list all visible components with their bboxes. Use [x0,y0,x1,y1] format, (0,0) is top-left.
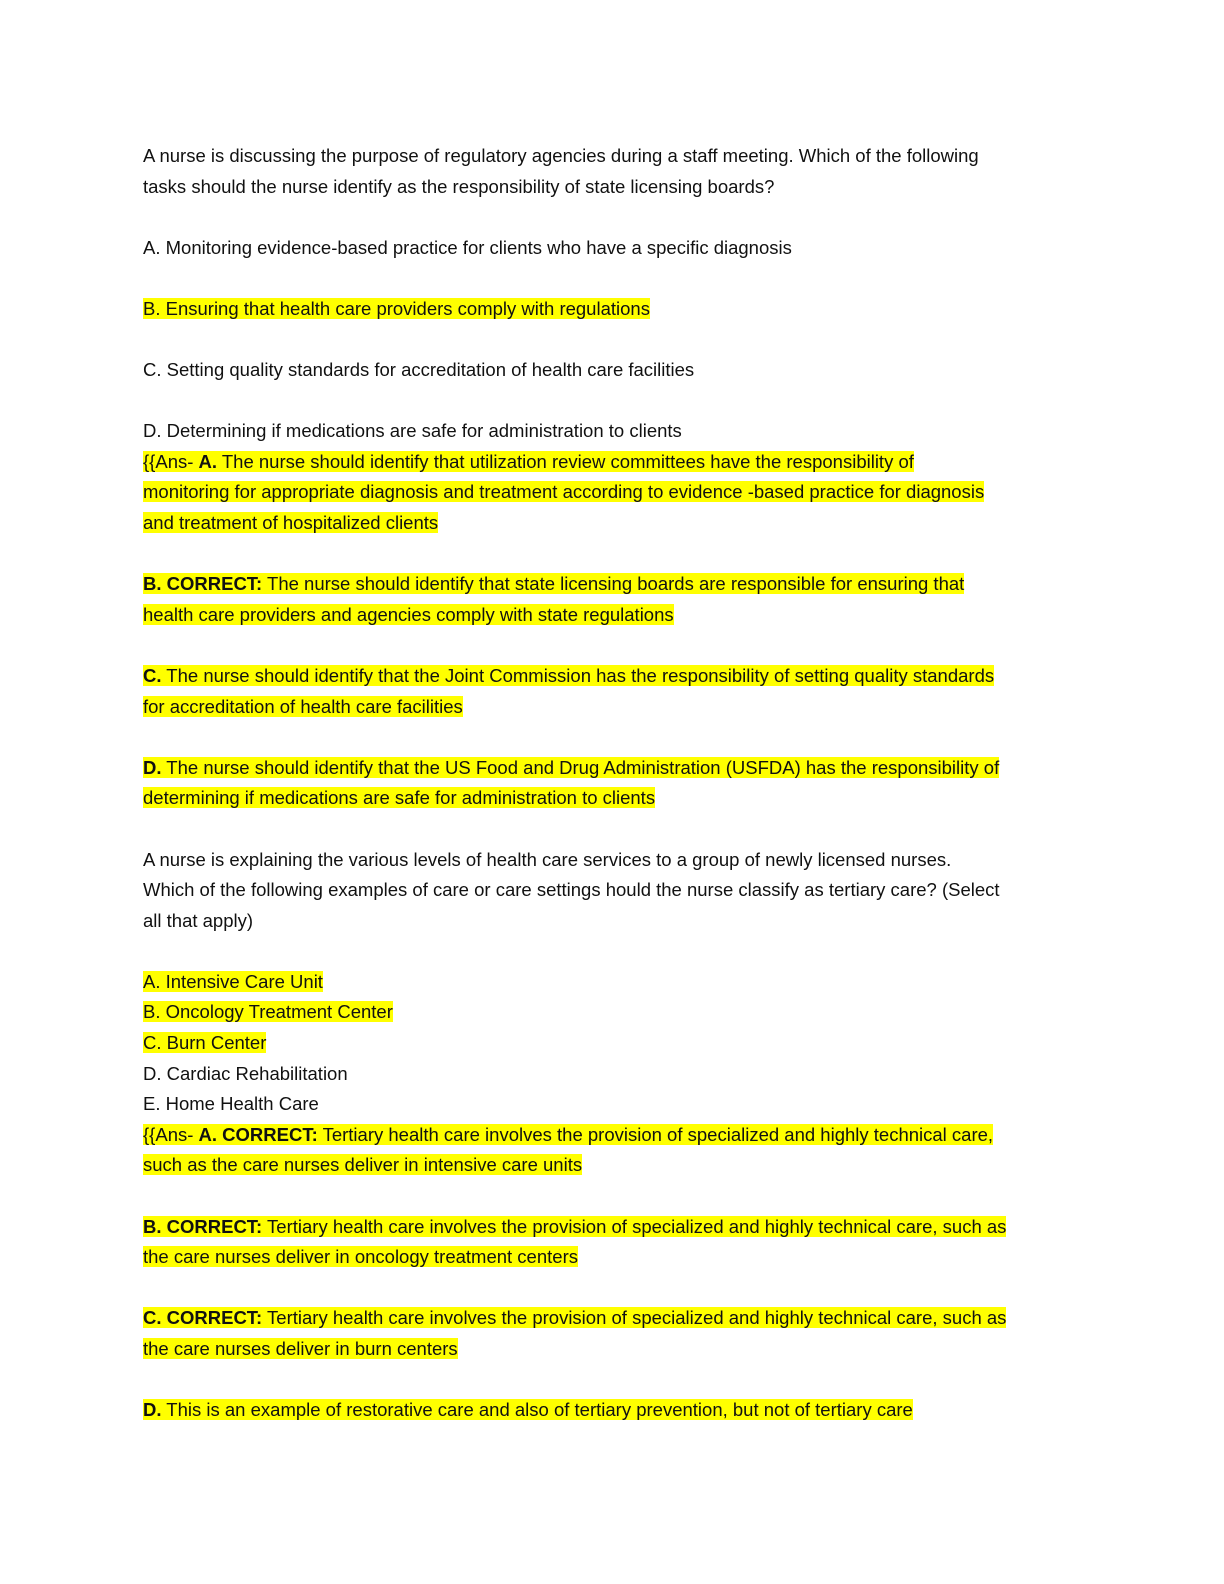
q2-option-c [143,1030,266,1056]
q1-answer-a-text-3: and treatment of hospitalized clients [143,512,439,533]
q2-answer-d-line-1 [143,1397,913,1423]
q1-stem-line-2: tasks should the nurse identify as the responsibility of state licensing boards? [143,176,775,197]
q1-answer-b-text-2: health care providers and agencies comply with state regulations [143,604,674,625]
q2-answer-a-line-1 [143,1122,993,1148]
q1-stem-line-1: A nurse is discussing the purpose of regulatory agencies during a staff meeting. Which of the following [143,145,979,166]
q2-answer-c-line-2 [143,1336,458,1362]
q1-answer-c-label: C. [143,665,162,686]
q2-answer-b-line-2 [143,1244,578,1270]
q2-answer-a-text-2: such as the care nurses deliver in intensive care units [143,1154,583,1175]
q2-answer-b-text-2: the care nurses deliver in oncology treatment centers [143,1246,578,1267]
q2-answer-c-text-2: the care nurses deliver in burn centers [143,1338,458,1359]
q1-answer-d-line-2 [143,785,655,811]
q1-option-b [143,296,650,322]
q2-answer-c-text-1: Tertiary health care involves the provision of specialized and highly technical care, such as [262,1307,1007,1328]
q1-answer-d-label: D. [143,757,162,778]
q2-option-b [143,999,393,1025]
q2-answer-d-label: D. [143,1399,162,1420]
q1-option-d: D. Determining if medications are safe for administration to clients [143,420,682,441]
q2-option-b-text: B. Oncology Treatment Center [143,1001,393,1022]
q1-answer-c-line-1 [143,663,994,689]
q1-answer-b-line-2 [143,602,674,628]
q1-answer-d-text-1: The nurse should identify that the US Food and Drug Administration (USFDA) has the responsibility of [161,757,1000,778]
q1-answer-a-text-2: monitoring for appropriate diagnosis and treatment according to evidence -based practice for diagnosis [143,481,985,502]
q2-stem-line-3: all that apply) [143,910,254,931]
q1-answer-a-text-1: The nurse should identify that utilization review committees have the responsibility of [217,451,914,472]
q1-answer-a-line-2 [143,479,984,505]
q1-answer-c-text-1: The nurse should identify that the Joint Commission has the responsibility of setting quality standards [161,665,995,686]
q2-option-a [143,969,323,995]
q1-answer-prefix: {{Ans- [143,451,199,472]
q1-answer-a-label: A. [198,451,218,472]
q2-answer-d-text-1: This is an example of restorative care and also of tertiary prevention, but not of tertiary care [161,1399,913,1420]
q1-option-a: A. Monitoring evidence-based practice for clients who have a specific diagnosis [143,237,792,258]
q2-answer-b-label: B. CORRECT: [143,1216,263,1237]
q2-option-d: D. Cardiac Rehabilitation [143,1063,348,1084]
q1-answer-b-text-1: The nurse should identify that state licensing boards are responsible for ensuring that [262,573,965,594]
q2-answer-a-line-2 [143,1152,582,1178]
q2-option-c-text: C. Burn Center [143,1032,267,1053]
q2-option-e: E. Home Health Care [143,1093,319,1114]
q2-stem-line-2: Which of the following examples of care or care settings hould the nurse classify as tertiary care? (Select [143,879,1000,900]
q1-answer-b-line-1 [143,571,964,597]
q1-answer-c-text-2: for accreditation of health care facilities [143,696,463,717]
q1-answer-d-text-2: determining if medications are safe for administration to clients [143,787,656,808]
q1-answer-c-line-2 [143,694,463,720]
q2-answer-b-line-1 [143,1214,1006,1240]
q2-answer-prefix: {{Ans- [143,1124,199,1145]
q1-answer-b-label: B. CORRECT: [143,573,263,594]
q1-answer-a-line-3 [143,510,438,536]
q2-answer-a-label: A. CORRECT: [198,1124,318,1145]
q2-option-a-text: A. Intensive Care Unit [143,971,323,992]
q2-stem-line-1: A nurse is explaining the various levels of health care services to a group of newly licensed nurses. [143,849,952,870]
q1-option-b-text: B. Ensuring that health care providers comply with regulations [143,298,650,319]
q1-answer-d-line-1 [143,755,999,781]
q1-option-c: C. Setting quality standards for accreditation of health care facilities [143,359,695,380]
q2-answer-c-line-1 [143,1305,1006,1331]
q2-answer-a-text-1: Tertiary health care involves the provision of specialized and highly technical care, [317,1124,994,1145]
q1-answer-a-line-1 [143,449,914,475]
q2-answer-b-text-1: Tertiary health care involves the provision of specialized and highly technical care, such as [262,1216,1007,1237]
q2-answer-c-label: C. CORRECT: [143,1307,263,1328]
